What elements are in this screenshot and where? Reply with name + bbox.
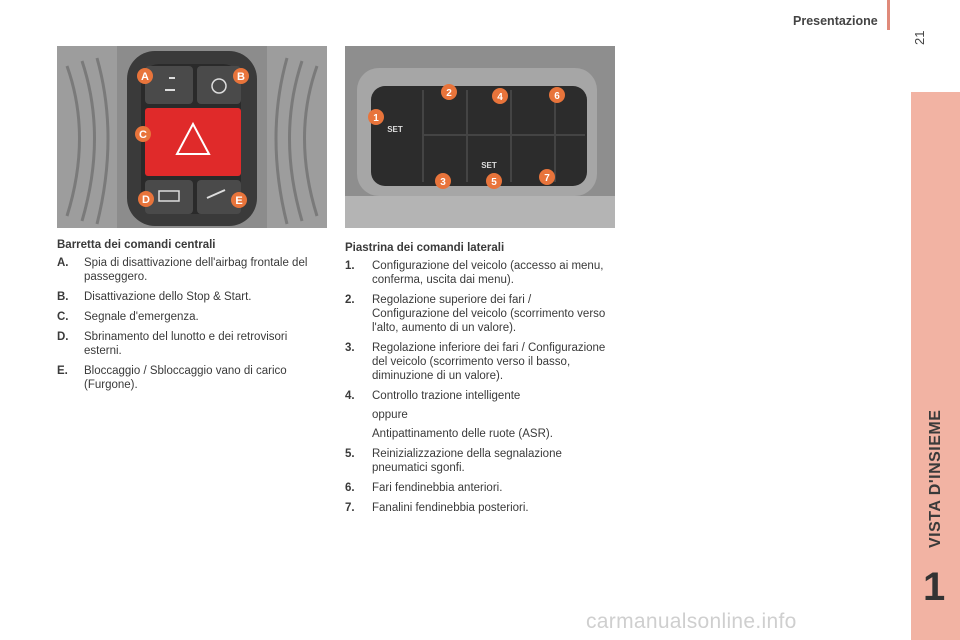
label-7: 7 <box>544 173 550 184</box>
label-3: 3 <box>440 177 446 188</box>
chapter-sidebar <box>911 92 960 640</box>
list-item: 7. Fanalini fendinebbia posteriori. <box>345 502 529 514</box>
side-controls-title: Piastrina dei comandi laterali <box>345 242 505 254</box>
label-2: 2 <box>446 88 452 99</box>
side-controls-photo <box>345 46 615 228</box>
list-item: A. Spia di disattivazione dell'airbag frontale del passeggero. <box>57 257 308 283</box>
central-controls-photo <box>57 46 327 228</box>
label-a: A <box>141 71 149 83</box>
list-item: B. Disattivazione dello Stop & Start. <box>57 291 252 303</box>
label-1: 1 <box>373 113 379 124</box>
list-item: 3. Regolazione inferiore dei fari / Configurazione del veicolo (scorrimento verso il basso, diminuzione di un valore). <box>345 342 606 382</box>
watermark: carmanualsonline.info <box>586 610 797 633</box>
list-item: 2. Regolazione superiore dei fari / Configurazione del veicolo (scorrimento verso l'alto, aumento di un valore). <box>345 294 606 334</box>
list-item: 5. Reinizializzazione della segnalazione pneumatici sgonfi. <box>345 448 562 474</box>
list-item: E. Bloccaggio / Sbloccaggio vano di carico (Furgone). <box>57 365 287 391</box>
chapter-title: VISTA D'INSIEME <box>927 409 944 548</box>
list-item: D. Sbrinamento del lunotto e dei retrovisori esterni. <box>57 331 288 357</box>
header-title: Presentazione <box>793 14 878 28</box>
list-item: 1. Configurazione del veicolo (accesso ai menu, conferma, uscita dai menu). <box>345 260 604 286</box>
list-item: C. Segnale d'emergenza. <box>57 311 199 323</box>
label-b: B <box>237 71 245 83</box>
set-label-1: SET <box>387 125 403 134</box>
label-5: 5 <box>491 177 497 188</box>
list-item: 6. Fari fendinebbia anteriori. <box>345 482 503 494</box>
label-6: 6 <box>554 91 560 102</box>
label-4: 4 <box>497 92 503 103</box>
set-label-5: SET <box>481 161 497 170</box>
label-d: D <box>142 194 150 206</box>
list-item: 4. Controllo trazione intelligente oppure Antipattinamento delle ruote (ASR). <box>345 390 553 440</box>
central-controls-section <box>57 238 322 398</box>
page-number: 21 <box>912 30 927 45</box>
chapter-number: 1 <box>923 565 946 609</box>
label-e: E <box>235 195 243 207</box>
side-controls-section <box>345 241 607 521</box>
central-controls-title: Barretta dei comandi centrali <box>57 239 216 251</box>
label-c: C <box>139 129 147 141</box>
header-rule <box>887 0 890 30</box>
